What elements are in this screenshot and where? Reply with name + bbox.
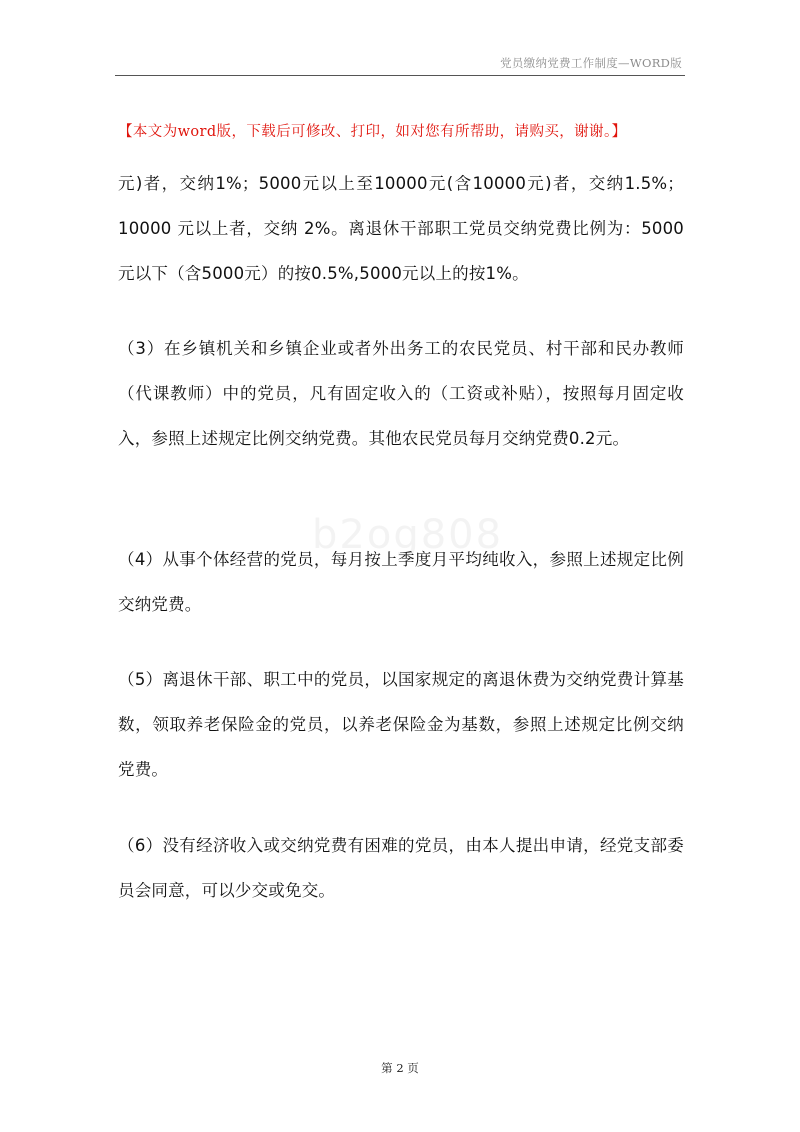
paragraph-item-5: （5）离退休干部、职工中的党员，以国家规定的离退休费为交纳党费计算基数，领取养老保险金的党员，以养老保险金为基数，参照上述规定比例交纳党费。 — [118, 670, 684, 779]
paragraph-continuation: 元)者，交纳1%；5000元以上至10000元(含10000元)者，交纳1.5%；10000 元以上者，交纳 2%。离退休干部职工党员交纳党费比例为：5000元以下（含5000元）的按0.5%,5000元以上的按1%。 — [118, 174, 684, 283]
download-notice: 【本文为word版，下载后可修改、打印，如对您有所帮助，请购买，谢谢。】 — [118, 124, 627, 140]
paragraph-item-4: （4）从事个体经营的党员，每月按上季度月平均纯收入，参照上述规定比例交纳党费。 — [118, 550, 684, 614]
page-number: 第 2 页 — [381, 1061, 419, 1075]
header-divider — [115, 75, 685, 76]
header-title: 党员缴纳党费工作制度—WORD版 — [500, 56, 682, 70]
paragraph-item-6: （6）没有经济收入或交纳党费有困难的党员，由本人提出申请，经党支部委员会同意，可以少交或免交。 — [118, 836, 684, 900]
paragraph-item-3: （3）在乡镇机关和乡镇企业或者外出务工的农民党员、村干部和民办教师（代课教师）中的党员，凡有固定收入的（工资或补贴），按照每月固定收入，参照上述规定比例交纳党费。其他农民党员每月交纳党费0.2元。 — [118, 339, 684, 448]
watermark: b2og808 — [312, 512, 504, 558]
